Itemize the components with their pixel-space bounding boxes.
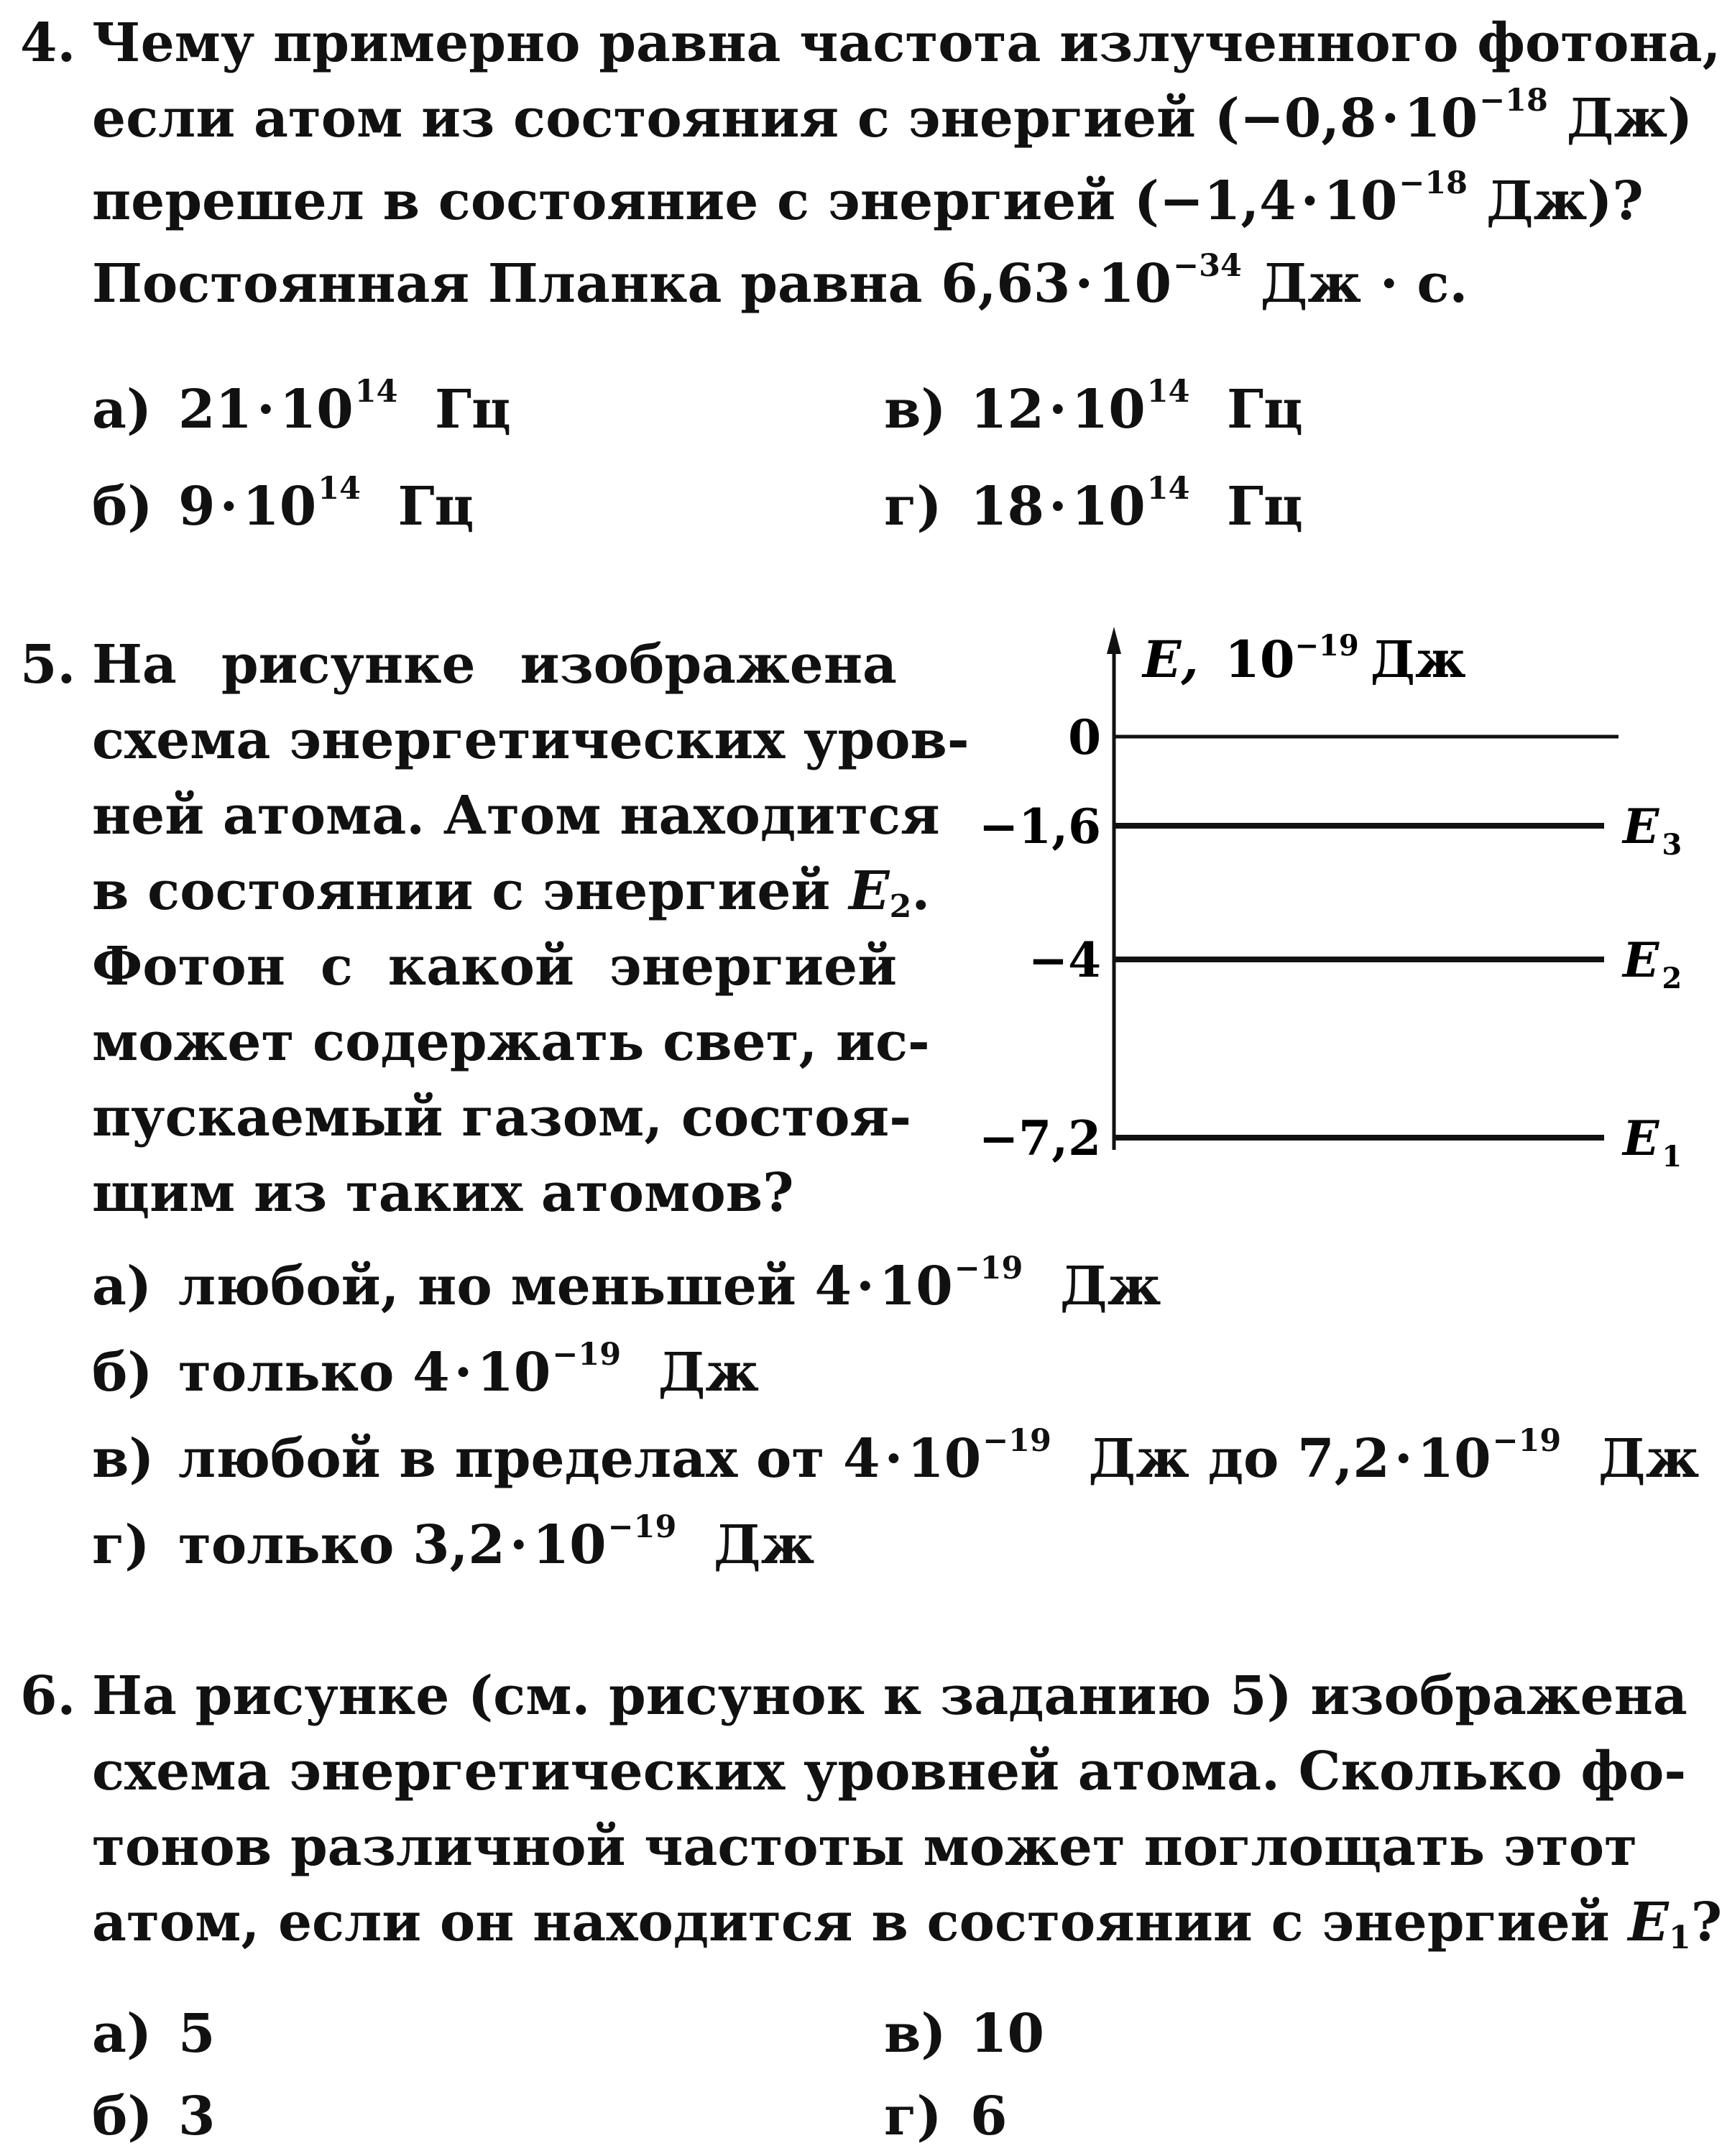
level-name-label: E $_2$ — [1623, 932, 1682, 995]
q5-line-2: схема энергетических уров- — [92, 709, 970, 771]
q4-line-2: если атом из состояния с энергией ($-0,8\cdot 10^{-18}$ Дж) — [92, 82, 1693, 149]
q5-line-8: щим из таких атомов? — [92, 1162, 794, 1224]
level-tick-label: 0 — [1068, 709, 1101, 765]
q5-line-1: На рисунке изображена — [92, 634, 897, 696]
axis-arrow-icon — [1107, 627, 1121, 654]
level-tick-label: −4 — [1028, 932, 1101, 988]
q4-option-c[interactable]: в) $12\cdot 10^{14}$ Гц — [884, 373, 1303, 441]
q4-line-3: перешел в состояние с энергией ($-1,4\cdot 10^{-18}$ Дж)? — [92, 165, 1644, 232]
axis-label: E, $10^{-19}$ Дж — [1143, 629, 1466, 689]
q6-option-d[interactable]: г) 6 — [884, 2086, 1008, 2147]
q4-number: 4. — [20, 12, 76, 74]
q5-number: 5. — [20, 634, 76, 696]
q5-line-6: может содержать свет, ис- — [92, 1011, 930, 1073]
q5-option-b[interactable]: б) только $4\cdot 10^{-19}$ Дж — [92, 1336, 760, 1404]
q6-option-c[interactable]: в) 10 — [884, 2003, 1044, 2065]
q6-number: 6. — [20, 1665, 76, 1727]
energy-levels — [979, 709, 1682, 1174]
energy-level-diagram — [949, 618, 1682, 1174]
level-tick-label: −7,2 — [978, 1110, 1101, 1166]
q4-option-d[interactable]: г) $18\cdot 10^{14}$ Гц — [884, 470, 1303, 538]
q4-option-a[interactable]: а) $21\cdot 10^{14}$ Гц — [92, 373, 511, 441]
q4-option-b[interactable]: б) $9\cdot 10^{14}$ Гц — [92, 470, 474, 538]
q4-line-4: Постоянная Планка равна $6,63\cdot 10^{-34}$ Дж · с. — [92, 247, 1468, 315]
q6-line-3: тонов различной частоты может поглощать этот — [92, 1816, 1637, 1878]
q4-line-1: Чему примерно равна частота излученного фотона, — [92, 12, 1721, 74]
q5-line-5: Фотон с какой энергией — [92, 936, 897, 998]
level-tick-label: −1,6 — [978, 798, 1101, 854]
q6-line-1: На рисунке (см. рисунок к заданию 5) изображена — [92, 1665, 1688, 1727]
q5-line-4: в состоянии с энергией $E_2$. — [92, 860, 931, 926]
q5-option-a[interactable]: а) любой, но меньшей $4\cdot 10^{-19}$ Дж — [92, 1250, 1161, 1317]
level-name-label: E $_3$ — [1623, 798, 1682, 862]
q6-option-b[interactable]: б) 3 — [92, 2086, 216, 2147]
q6-line-4: атом, если он находится в состоянии с энергией $E_1$? — [92, 1892, 1722, 1957]
q6-option-a[interactable]: а) 5 — [92, 2003, 216, 2065]
level-name-label: E $_1$ — [1623, 1110, 1682, 1174]
q5-option-d[interactable]: г) только $3,2\cdot 10^{-19}$ Дж — [92, 1508, 815, 1576]
q5-option-c[interactable]: в) любой в пределах от $4\cdot 10^{-19}$ Дж до $7,2\cdot 10^{-19}$ Дж — [92, 1422, 1700, 1490]
q5-line-7: пускаемый газом, состоя- — [92, 1087, 911, 1148]
q5-line-3: ней атома. Атом находится — [92, 785, 940, 847]
q6-line-2: схема энергетических уровней атома. Сколько фо- — [92, 1741, 1687, 1802]
